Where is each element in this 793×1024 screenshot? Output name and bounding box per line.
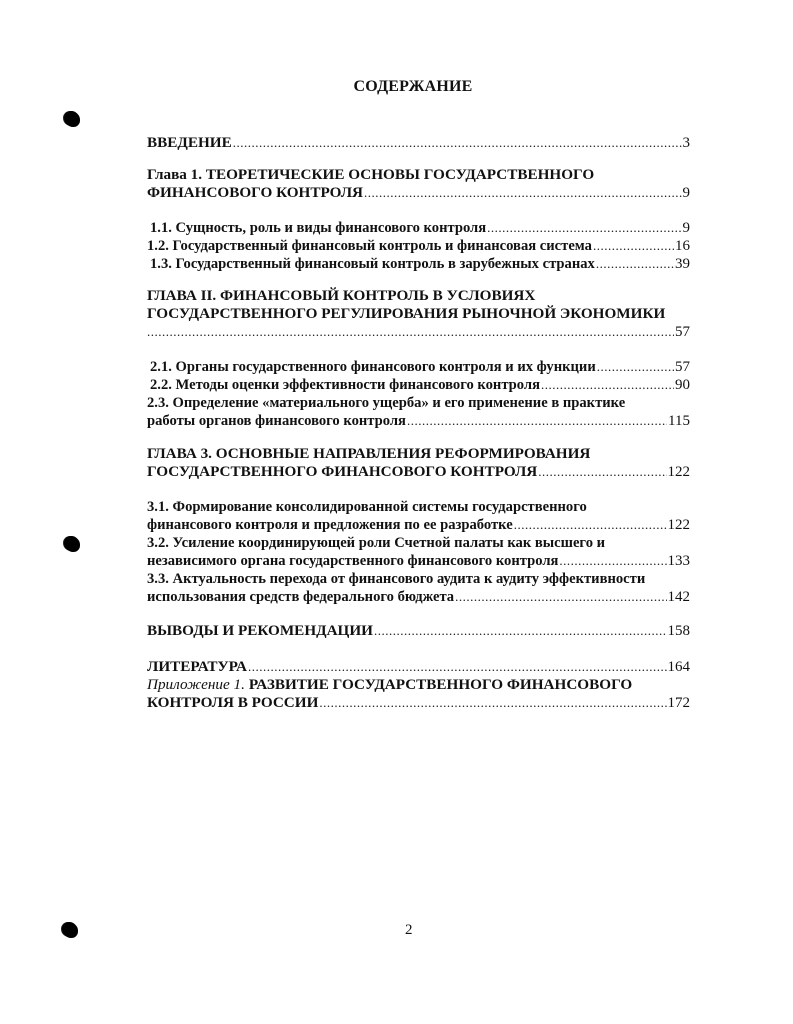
toc-entry-section-1-3[interactable] (147, 255, 690, 273)
dot-leader (593, 237, 674, 253)
dot-leader (374, 622, 667, 638)
toc-entry-page: 39 (675, 256, 690, 272)
dot-leader (455, 588, 666, 604)
toc-entry-label: финансового контроля и предложения по ее разработке (147, 517, 513, 533)
toc-entry-label: 3.1. Формирование консолидированной системы государственного (147, 499, 587, 515)
toc-entry-page: 9 (682, 185, 690, 201)
toc-entry-chapter1[interactable] (147, 166, 690, 202)
toc-entry-label: 3.3. Актуальность перехода от финансового аудита к аудиту эффективности (147, 571, 646, 587)
toc-entry-page: 164 (667, 659, 690, 675)
toc-entry-label: РАЗВИТИЕ ГОСУДАРСТВЕННОГО ФИНАНСОВОГО (248, 676, 633, 693)
dot-leader (487, 219, 681, 235)
toc-entry-label: ЛИТЕРАТУРА (147, 658, 247, 675)
toc-entry-intro[interactable] (147, 134, 690, 152)
toc-entry-label: 1.2. Государственный финансовый контроль и финансовая система (147, 238, 592, 254)
table-of-contents (147, 134, 690, 712)
toc-entry-appendix[interactable] (147, 676, 690, 712)
toc-entry-section-2-3[interactable] (147, 394, 690, 430)
appendix-prefix: Приложение 1. (147, 676, 245, 693)
toc-entry-page: 142 (667, 589, 690, 605)
toc-entry-label: Глава 1. ТЕОРЕТИЧЕСКИЕ ОСНОВЫ ГОСУДАРСТВЕННОГО (147, 166, 595, 183)
toc-entry-page: 16 (675, 238, 690, 254)
toc-entry-label: ГОСУДАРСТВЕННОГО РЕГУЛИРОВАНИЯ РЫНОЧНОЙ ЭКОНОМИКИ (147, 305, 666, 322)
toc-entry-section-3-2[interactable] (147, 534, 690, 570)
binding-hole-mark (62, 922, 77, 937)
toc-entry-chapter3[interactable] (147, 445, 690, 481)
toc-entry-section-1-2[interactable] (147, 237, 690, 255)
toc-entry-label: 1.1. Сущность, роль и виды финансового контроля (150, 220, 487, 236)
toc-entry-page: 3 (682, 135, 690, 151)
toc-entry-label: 1.3. Государственный финансовый контроль в зарубежных странах (150, 256, 595, 272)
toc-entry-page: 158 (667, 623, 690, 639)
dot-leader (597, 358, 674, 374)
toc-entry-label: использования средств федерального бюджета (147, 589, 455, 605)
toc-entry-page: 122 (667, 517, 690, 533)
toc-entry-page: 57 (675, 359, 690, 375)
binding-hole-mark (64, 536, 79, 551)
dot-leader (233, 134, 682, 150)
toc-entry-section-3-3[interactable] (147, 570, 690, 606)
toc-entry-page: 133 (667, 553, 690, 569)
toc-entry-section-2-1[interactable] (147, 358, 690, 376)
dot-leader (538, 463, 666, 479)
toc-entry-label: ГЛАВА 3. ОСНОВНЫЕ НАПРАВЛЕНИЯ РЕФОРМИРОВАНИЯ (147, 445, 591, 462)
toc-entry-page: 90 (675, 377, 690, 393)
toc-entry-page: 57 (675, 324, 690, 340)
dot-leader (559, 552, 666, 568)
toc-entry-label: 2.3. Определение «материального ущерба» и его применение в практике (147, 395, 626, 411)
toc-entry-section-3-1[interactable] (147, 498, 690, 534)
dot-leader (407, 412, 667, 428)
toc-entry-label: независимого органа государственного финансового контроля (147, 553, 559, 569)
toc-entry-label: работы органов финансового контроля (147, 413, 406, 429)
toc-entry-label: КОНТРОЛЯ В РОССИИ (147, 694, 319, 711)
dot-leader (147, 323, 674, 339)
toc-entry-label: 3.2. Усиление координирующей роли Счетной палаты как высшего и (147, 535, 606, 551)
dot-leader (364, 184, 682, 200)
dot-leader (514, 516, 667, 532)
toc-entry-label: ГОСУДАРСТВЕННОГО ФИНАНСОВОГО КОНТРОЛЯ (147, 463, 538, 480)
toc-entry-label: 2.1. Органы государственного финансового контроля и их функции (150, 359, 596, 375)
toc-entry-page: 122 (667, 464, 690, 480)
toc-entry-label: ВВЕДЕНИЕ (147, 134, 232, 151)
toc-entry-label: ФИНАНСОВОГО КОНТРОЛЯ (147, 184, 363, 201)
toc-entry-section-1-1[interactable] (147, 219, 690, 237)
toc-entry-section-2-2[interactable] (147, 376, 690, 394)
page-number: 2 (405, 922, 413, 938)
toc-entry-label: ВЫВОДЫ И РЕКОМЕНДАЦИИ (147, 622, 373, 639)
dot-leader (541, 376, 674, 392)
toc-entry-label: ГЛАВА II. ФИНАНСОВЫЙ КОНТРОЛЬ В УСЛОВИЯХ (147, 287, 536, 304)
toc-entry-literature[interactable] (147, 658, 690, 676)
binding-hole-mark (64, 111, 79, 126)
toc-entry-chapter2[interactable] (147, 287, 690, 341)
dot-leader (248, 658, 667, 674)
toc-entry-page: 9 (682, 220, 690, 236)
toc-entry-conclusions[interactable] (147, 622, 690, 640)
toc-entry-label: 2.2. Методы оценки эффективности финансового контроля (150, 377, 540, 393)
dot-leader (596, 255, 674, 271)
toc-entry-page: 172 (667, 695, 690, 711)
toc-entry-page: 115 (668, 413, 690, 429)
page-title: СОДЕРЖАНИЕ (353, 78, 473, 95)
dot-leader (319, 694, 666, 710)
